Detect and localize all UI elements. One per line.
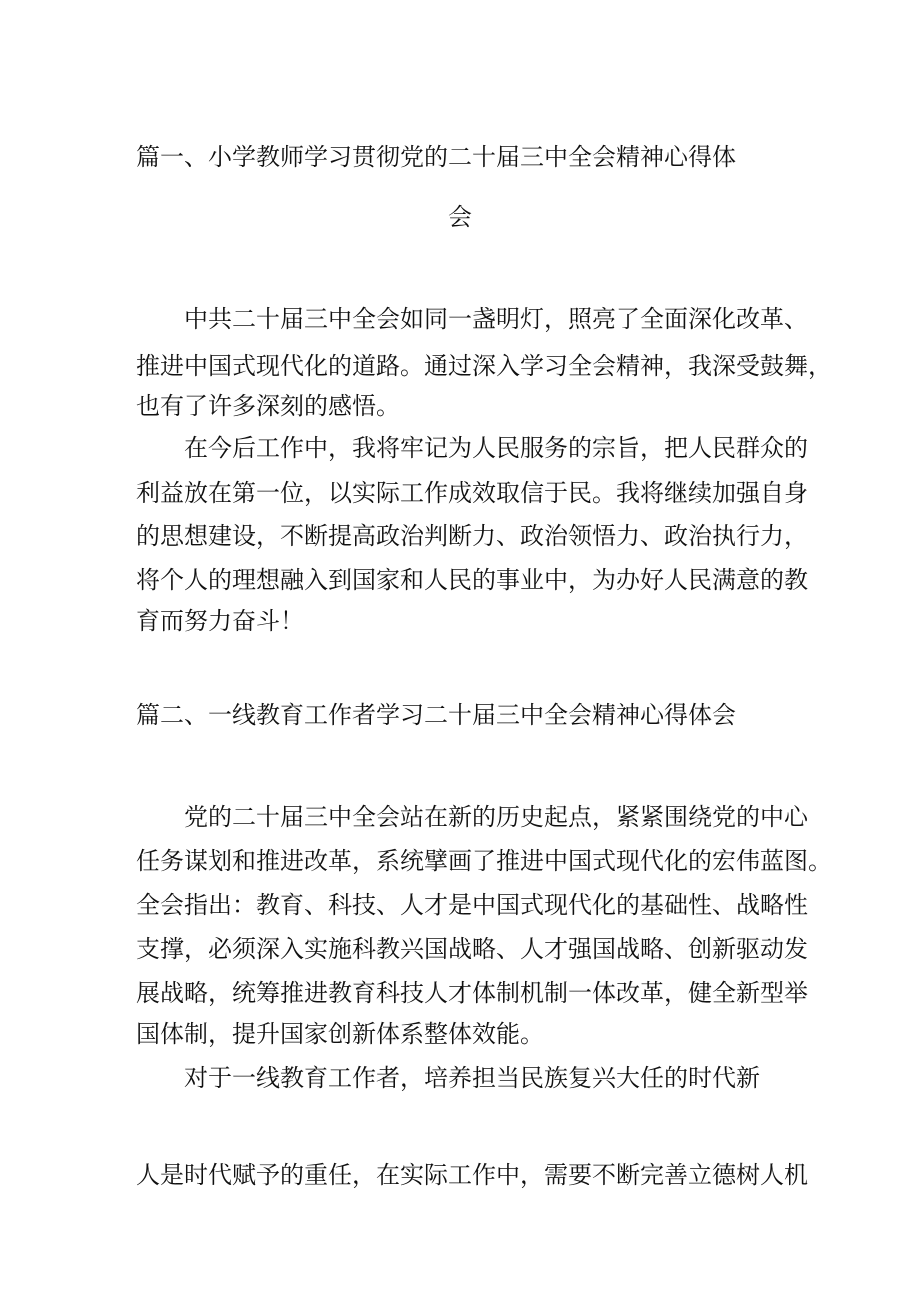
section1-p2-line1: 在今后工作中，我将牢记为人民服务的宗旨，把人民群众的 <box>184 434 808 462</box>
section1-title-line1: 篇一、小学教师学习贯彻党的二十届三中全会精神心得体 <box>136 143 736 171</box>
section1-p2-line4: 将个人的理想融入到国家和人民的事业中，为办好人民满意的教 <box>136 566 808 594</box>
section1-p1-line3: 也有了许多深刻的感悟。 <box>136 392 400 420</box>
section2-p1-line6: 国体制，提升国家创新体系整体效能。 <box>136 1020 544 1048</box>
section1-p2-line2: 利益放在第一位，以实际工作成效取信于民。我将继续加强自身 <box>136 479 808 507</box>
section2-p3-line1: 人是时代赋予的重任，在实际工作中，需要不断完善立德树人机 <box>136 1161 808 1189</box>
section1-p2-line5: 育而努力奋斗！ <box>136 607 304 635</box>
section1-p2-line3: 的思想建设，不断提高政治判断力、政治领悟力、政治执行力， <box>136 522 808 550</box>
section2-p1-line3: 全会指出：教育、科技、人才是中国式现代化的基础性、战略性 <box>136 891 808 919</box>
section1-p1-line2: 推进中国式现代化的道路。通过深入学习全会精神，我深受鼓舞， <box>136 352 832 380</box>
section2-p1-line4: 支撑，必须深入实施科教兴国战略、人才强国战略、创新驱动发 <box>136 935 808 963</box>
section2-title: 篇二、一线教育工作者学习二十届三中全会精神心得体会 <box>136 701 736 729</box>
section2-p2-line1: 对于一线教育工作者，培养担当民族复兴大任的时代新 <box>184 1064 760 1092</box>
section2-p1-line5: 展战略，统筹推进教育科技人才体制机制一体改革，健全新型举 <box>136 979 808 1007</box>
section2-p1-line2: 任务谋划和推进改革，系统擘画了推进中国式现代化的宏伟蓝图。 <box>136 847 832 875</box>
section1-title-line2: 会 <box>448 203 472 231</box>
section2-p1-line1: 党的二十届三中全会站在新的历史起点，紧紧围绕党的中心 <box>184 803 808 831</box>
section1-p1-line1: 中共二十届三中全会如同一盏明灯，照亮了全面深化改革、 <box>184 305 808 333</box>
